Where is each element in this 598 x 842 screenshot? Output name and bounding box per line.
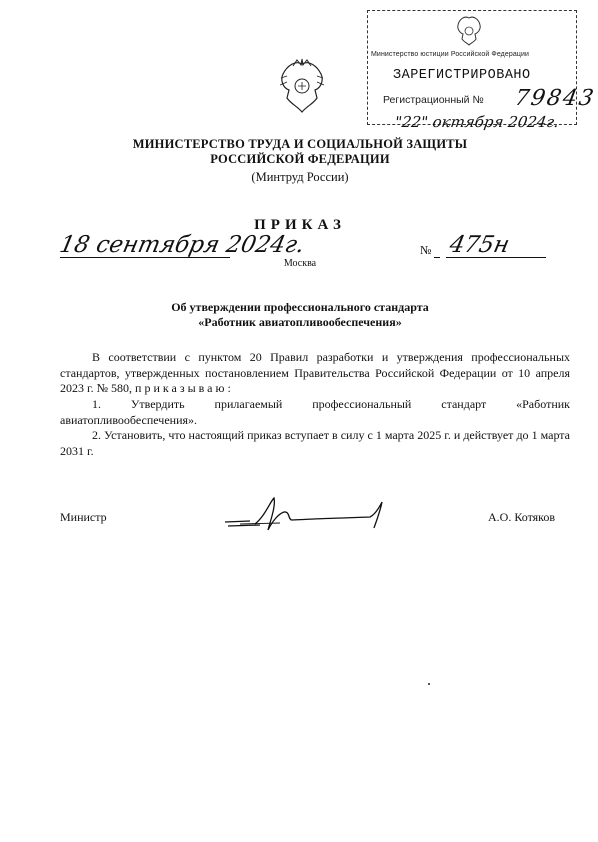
order-title: ПРИКАЗ: [254, 217, 346, 233]
order-city: Москва: [283, 258, 317, 269]
registration-stamp: [367, 10, 598, 132]
p1-text: В соответствии с пунктом 20 Правил разработки и утверждения профессиональных стандартов, утвержденных постановлением Правительства Российской Федерации от 10 апреля 2023 г. № 580,: [60, 350, 570, 395]
stamp-status: ЗАРЕГИСТРИРОВАНО: [393, 68, 531, 83]
scan-dot: [428, 683, 430, 685]
ministry-line-2: РОССИЙСКОЙ ФЕДЕРАЦИИ: [210, 152, 390, 166]
subject-line-2: «Работник авиатопливообеспечения»: [198, 315, 402, 329]
ministry-line-1: МИНИСТЕРСТВО ТРУДА И СОЦИАЛЬНОЙ ЗАЩИТЫ: [132, 137, 468, 151]
body-paragraph-3: 2. Установить, что настоящий приказ вступает в силу с 1 марта 2025 г. и действует до 1 марта 2031 г.: [60, 428, 570, 458]
ministry-short-name: (Минтруд России): [251, 170, 349, 184]
order-number-sign: №: [420, 243, 432, 257]
stamp-reg-number: 79843: [512, 86, 598, 111]
stamp-reg-label: Регистрационный №: [383, 94, 484, 106]
signatory-name: А.О. Котяков: [488, 510, 556, 524]
subject-line-1: Об утверждении профессионального стандарта: [171, 300, 429, 314]
number-underline: [446, 257, 546, 258]
body-paragraph-1: [60, 350, 570, 397]
stamp-authority: Министерство юстиции Российской Федерации: [371, 51, 529, 58]
stamp-emblem-icon: [455, 14, 483, 46]
p1-decree-word: приказываю:: [135, 381, 234, 395]
order-subject: [100, 300, 500, 330]
ministry-name: [100, 137, 500, 167]
number-prefix-line: [434, 257, 440, 258]
handwritten-signature: [220, 494, 400, 534]
body-paragraph-2: 1. Утвердить прилагаемый профессиональный стандарт «Работник авиатопливообеспечения».: [60, 397, 570, 427]
coat-of-arms-emblem: [277, 58, 327, 114]
order-date: 18 сентября 2024г.: [57, 232, 307, 258]
order-number: 475н: [447, 232, 512, 258]
signatory-position: Министр: [60, 510, 107, 524]
stamp-reg-date: "22" октября 2024г.: [393, 113, 561, 131]
